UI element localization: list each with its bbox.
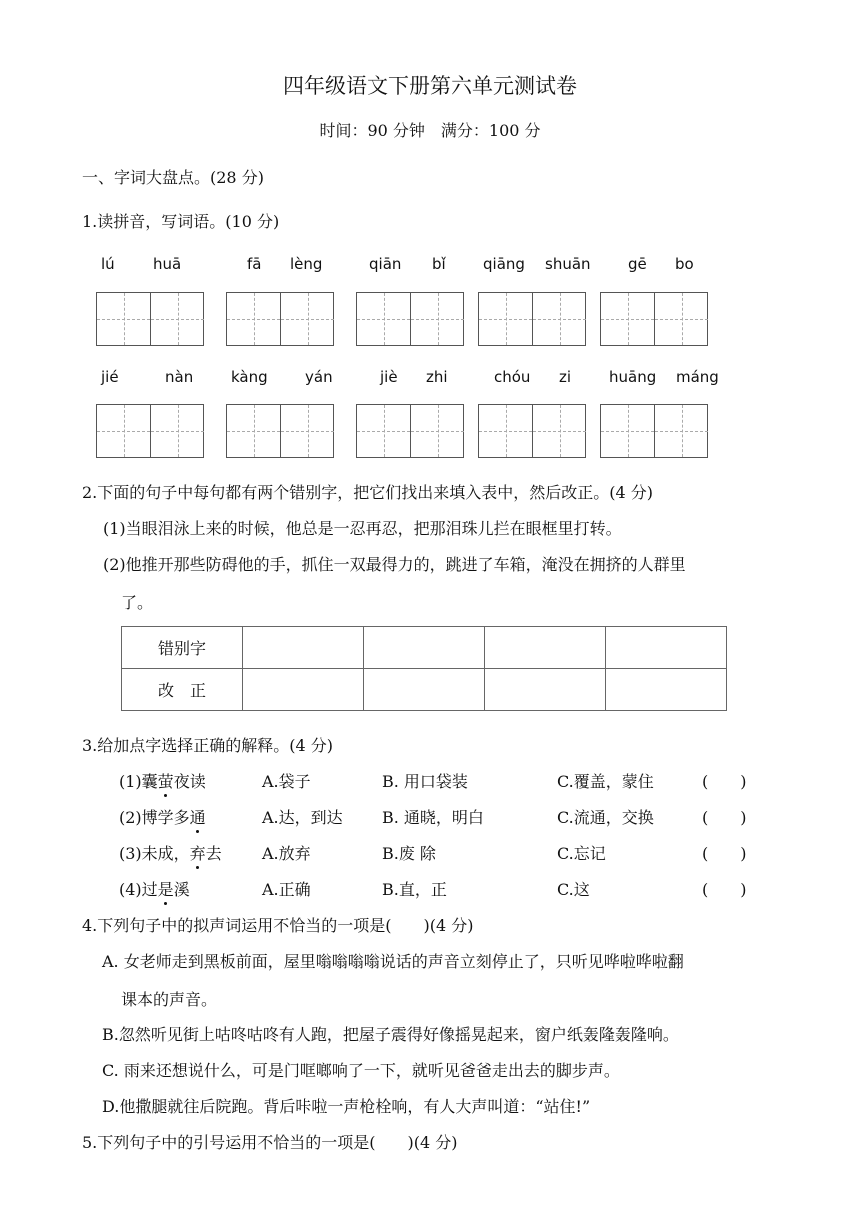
answer-paren[interactable]: ( ) <box>702 880 747 899</box>
question-2-title: 2.下面的句子中每句都有两个错别字，把它们找出来填入表中，然后改正。(4 分) <box>82 483 654 502</box>
exam-info: 时间：90 分钟 满分：100 分 <box>319 121 541 140</box>
writing-box[interactable] <box>96 292 204 346</box>
option-c[interactable]: C. 雨来还想说什么，可是门哐啷响了一下，就听见爸爸走出去的脚步声。 <box>102 1061 620 1080</box>
writing-box[interactable] <box>478 292 586 346</box>
pinyin-syllable: chóu <box>494 368 531 386</box>
pinyin-syllable: jié <box>101 368 119 386</box>
option-a-cont: 课本的声音。 <box>121 990 218 1009</box>
pinyin-syllable: lú <box>101 255 115 273</box>
dotted-char: 是 <box>158 877 174 900</box>
q3-item-term <box>119 769 206 792</box>
writing-box[interactable] <box>226 404 334 458</box>
term-text: (1)囊 <box>119 772 158 791</box>
pinyin-syllable: lèng <box>290 255 323 273</box>
pinyin-syllable: kàng <box>231 368 268 386</box>
question-1-title: 1.读拼音，写词语。(10 分) <box>82 212 280 231</box>
pinyin-syllable: zhi <box>426 368 448 386</box>
answer-cell[interactable] <box>243 627 364 669</box>
writing-box[interactable] <box>226 292 334 346</box>
pinyin-syllable: gē <box>628 255 647 273</box>
question-2-sentence-2: (2)他推开那些防碍他的手，抓住一双最得力的，跳进了车箱，淹没在拥挤的人群里 <box>103 555 686 574</box>
answer-cell[interactable] <box>485 669 606 711</box>
term-text: (4)过 <box>119 880 158 899</box>
option-a[interactable]: A.达，到达 <box>262 808 343 827</box>
pinyin-syllable: zi <box>559 368 572 386</box>
option-b[interactable]: B.忽然听见街上咕咚咕咚有人跑，把屋子震得好像摇晃起来，窗户纸轰隆轰隆响。 <box>102 1025 679 1044</box>
option-c[interactable]: C.这 <box>557 880 590 899</box>
section-1-heading: 一、字词大盘点。(28 分) <box>82 168 264 187</box>
answer-cell[interactable] <box>485 627 606 669</box>
answer-paren[interactable]: ( ) <box>702 844 747 863</box>
answer-cell[interactable] <box>364 669 485 711</box>
writing-box[interactable] <box>600 292 708 346</box>
answer-cell[interactable] <box>606 627 727 669</box>
pinyin-syllable: bǐ <box>432 255 446 273</box>
pinyin-syllable: shuān <box>545 255 591 273</box>
pinyin-syllable: yán <box>305 368 333 386</box>
page-title: 四年级语文下册第六单元测试卷 <box>283 74 577 98</box>
table-row <box>122 669 727 711</box>
pinyin-syllable: huā <box>153 255 182 273</box>
dotted-char: 弃 <box>190 841 206 864</box>
q3-item-term <box>119 877 190 900</box>
writing-box[interactable] <box>478 404 586 458</box>
dotted-char: 通 <box>190 805 206 828</box>
option-a[interactable]: A.正确 <box>262 880 311 899</box>
option-a[interactable]: A.放弃 <box>262 844 311 863</box>
pinyin-syllable: huāng <box>609 368 657 386</box>
row-label-correct: 改 正 <box>122 669 243 711</box>
term-text: (2)博学多 <box>119 808 190 827</box>
writing-box[interactable] <box>356 292 464 346</box>
q3-item-term <box>119 841 222 864</box>
option-d[interactable]: D.他撒腿就往后院跑。背后咔啦一声枪栓响，有人大声叫道：“站住!” <box>102 1097 591 1116</box>
pinyin-syllable: bo <box>675 255 694 273</box>
term-text: 夜读 <box>173 772 206 791</box>
dotted-char: 萤 <box>158 769 174 792</box>
question-2-sentence-2-cont: 了。 <box>121 593 154 612</box>
writing-box[interactable] <box>356 404 464 458</box>
option-b[interactable]: B. 用口袋装 <box>382 772 468 791</box>
table-row <box>122 627 727 669</box>
question-2-sentence-1: (1)当眼泪泳上来的时候，他总是一忍再忍，把那泪珠儿拦在眼框里打转。 <box>103 519 622 538</box>
term-text: 去 <box>205 844 222 863</box>
answer-cell[interactable] <box>364 627 485 669</box>
term-text: 溪 <box>173 880 190 899</box>
pinyin-syllable: máng <box>676 368 719 386</box>
question-3-title: 3.给加点字选择正确的解释。(4 分) <box>82 736 334 755</box>
pinyin-syllable: nàn <box>165 368 194 386</box>
question-4-title: 4.下列句子中的拟声词运用不恰当的一项是( )(4 分) <box>82 916 474 935</box>
answer-cell[interactable] <box>243 669 364 711</box>
pinyin-syllable: jiè <box>380 368 398 386</box>
option-b[interactable]: B.废 除 <box>382 844 436 863</box>
option-b[interactable]: B.直，正 <box>382 880 447 899</box>
writing-box[interactable] <box>96 404 204 458</box>
option-c[interactable]: C.覆盖，蒙住 <box>557 772 654 791</box>
pinyin-syllable: qiān <box>369 255 402 273</box>
answer-paren[interactable]: ( ) <box>702 808 747 827</box>
pinyin-syllable: fā <box>247 255 262 273</box>
pinyin-syllable: qiāng <box>483 255 525 273</box>
option-a[interactable]: A. 女老师走到黑板前面，屋里嗡嗡嗡嗡说话的声音立刻停止了，只听见哗啦哗啦翻 <box>102 952 684 971</box>
term-text: (3)未成， <box>119 844 190 863</box>
option-c[interactable]: C.流通，交换 <box>557 808 654 827</box>
writing-box[interactable] <box>600 404 708 458</box>
option-a[interactable]: A.袋子 <box>262 772 311 791</box>
row-label-wrong: 错别字 <box>122 627 243 669</box>
question-5-title: 5.下列句子中的引号运用不恰当的一项是( )(4 分) <box>82 1133 458 1152</box>
q3-item-term <box>119 805 206 828</box>
option-c[interactable]: C.忘记 <box>557 844 606 863</box>
answer-paren[interactable]: ( ) <box>702 772 747 791</box>
correction-table <box>121 626 727 711</box>
answer-cell[interactable] <box>606 669 727 711</box>
option-b[interactable]: B. 通晓，明白 <box>382 808 484 827</box>
